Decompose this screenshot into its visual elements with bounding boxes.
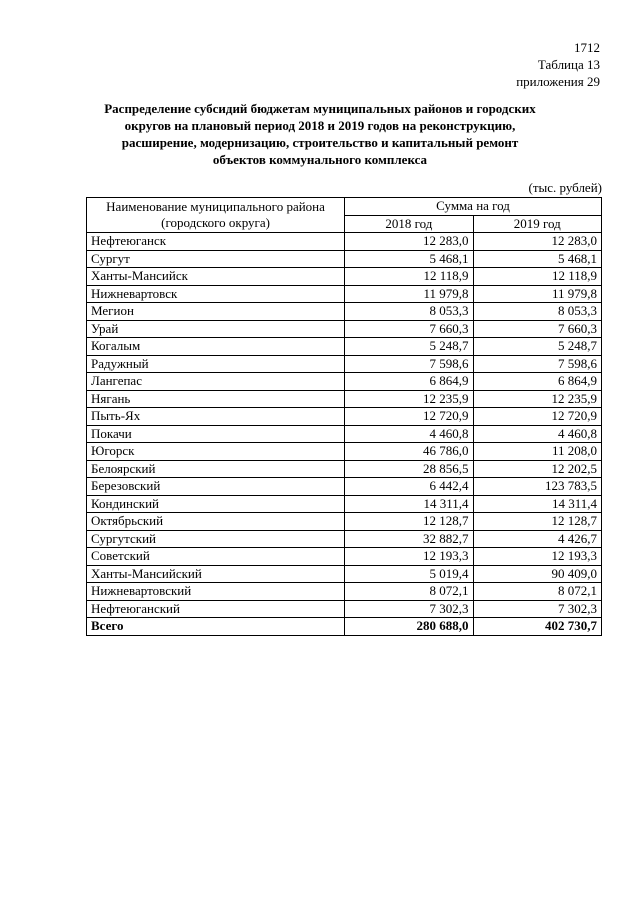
table-row [87, 268, 602, 286]
header-name-line2: (городского округа) [161, 215, 270, 230]
cell-2019: 5 468,1 [473, 250, 601, 268]
header-name-line1: Наименование муниципального района [106, 199, 325, 214]
cell-municipality: Нефтеюганск [87, 233, 345, 251]
table-row [87, 373, 602, 391]
cell-municipality: Сургут [87, 250, 345, 268]
cell-municipality: Урай [87, 320, 345, 338]
table-header-row [87, 198, 602, 216]
total-label: Всего [87, 618, 345, 636]
cell-2019: 8 053,3 [473, 303, 601, 321]
table-row [87, 548, 602, 566]
cell-2019: 11 979,8 [473, 285, 601, 303]
cell-2019: 7 598,6 [473, 355, 601, 373]
cell-2019: 8 072,1 [473, 583, 601, 601]
cell-2018: 7 660,3 [345, 320, 473, 338]
cell-municipality: Ханты-Мансийский [87, 565, 345, 583]
table-reference [516, 56, 600, 90]
cell-municipality: Нефтеюганский [87, 600, 345, 618]
cell-2018: 7 598,6 [345, 355, 473, 373]
cell-municipality: Сургутский [87, 530, 345, 548]
table-row [87, 408, 602, 426]
cell-2019: 12 283,0 [473, 233, 601, 251]
cell-2018: 28 856,5 [345, 460, 473, 478]
subsidy-table [86, 197, 602, 636]
cell-2018: 12 720,9 [345, 408, 473, 426]
title-line1: Распределение субсидий бюджетам муниципальных районов и городских [104, 101, 536, 116]
cell-municipality: Югорск [87, 443, 345, 461]
cell-2019: 123 783,5 [473, 478, 601, 496]
cell-2018: 14 311,4 [345, 495, 473, 513]
table-row [87, 495, 602, 513]
table-total-row [87, 618, 602, 636]
table-row [87, 600, 602, 618]
cell-2019: 12 720,9 [473, 408, 601, 426]
cell-2018: 7 302,3 [345, 600, 473, 618]
cell-2019: 6 864,9 [473, 373, 601, 391]
table-row [87, 338, 602, 356]
table-ref-line1: Таблица 13 [537, 57, 600, 72]
cell-2018: 5 019,4 [345, 565, 473, 583]
title-line2: округов на плановый период 2018 и 2019 годов на реконструкцию, [124, 118, 516, 133]
cell-municipality: Мегион [87, 303, 345, 321]
cell-municipality: Советский [87, 548, 345, 566]
table-row [87, 303, 602, 321]
cell-2018: 12 193,3 [345, 548, 473, 566]
cell-municipality: Лангепас [87, 373, 345, 391]
cell-municipality: Когалым [87, 338, 345, 356]
title-line3: расширение, модернизацию, строительство и капитальный ремонт [121, 135, 519, 150]
cell-2018: 4 460,8 [345, 425, 473, 443]
cell-2018: 8 053,3 [345, 303, 473, 321]
cell-2019: 90 409,0 [473, 565, 601, 583]
total-2018: 280 688,0 [345, 618, 473, 636]
title-line4: объектов коммунального комплекса [212, 152, 428, 167]
cell-municipality: Березовский [87, 478, 345, 496]
cell-2019: 7 302,3 [473, 600, 601, 618]
header-2018: 2018 год [345, 215, 473, 233]
table-row [87, 443, 602, 461]
cell-2018: 12 235,9 [345, 390, 473, 408]
cell-2018: 11 979,8 [345, 285, 473, 303]
table-row [87, 478, 602, 496]
cell-municipality: Нижневартовск [87, 285, 345, 303]
table-row [87, 583, 602, 601]
cell-2019: 11 208,0 [473, 443, 601, 461]
table-row [87, 513, 602, 531]
cell-2018: 6 864,9 [345, 373, 473, 391]
cell-2018: 12 283,0 [345, 233, 473, 251]
unit-label: (тыс. рублей) [528, 180, 602, 195]
cell-2018: 12 118,9 [345, 268, 473, 286]
document-title [80, 100, 560, 168]
cell-2019: 4 460,8 [473, 425, 601, 443]
cell-2018: 8 072,1 [345, 583, 473, 601]
cell-municipality: Пыть-Ях [87, 408, 345, 426]
cell-2019: 12 118,9 [473, 268, 601, 286]
cell-2019: 4 426,7 [473, 530, 601, 548]
table-row [87, 425, 602, 443]
table-row [87, 390, 602, 408]
cell-2019: 5 248,7 [473, 338, 601, 356]
table-row [87, 250, 602, 268]
cell-municipality: Ханты-Мансийск [87, 268, 345, 286]
cell-2018: 12 128,7 [345, 513, 473, 531]
header-sum: Сумма на год [345, 198, 602, 216]
table-row [87, 530, 602, 548]
cell-2018: 5 248,7 [345, 338, 473, 356]
table-ref-line2: приложения 29 [516, 74, 600, 89]
table-body [87, 233, 602, 636]
header-2019: 2019 год [473, 215, 601, 233]
cell-2019: 7 660,3 [473, 320, 601, 338]
cell-municipality: Нижневартовский [87, 583, 345, 601]
table-row [87, 355, 602, 373]
cell-municipality: Нягань [87, 390, 345, 408]
cell-municipality: Радужный [87, 355, 345, 373]
cell-2018: 46 786,0 [345, 443, 473, 461]
cell-2018: 6 442,4 [345, 478, 473, 496]
cell-2019: 12 202,5 [473, 460, 601, 478]
table-row [87, 285, 602, 303]
cell-municipality: Покачи [87, 425, 345, 443]
cell-municipality: Октябрьский [87, 513, 345, 531]
total-2019: 402 730,7 [473, 618, 601, 636]
page-number: 1712 [574, 40, 600, 55]
table-row [87, 460, 602, 478]
table-row [87, 565, 602, 583]
cell-2019: 12 235,9 [473, 390, 601, 408]
cell-2019: 12 128,7 [473, 513, 601, 531]
cell-2018: 32 882,7 [345, 530, 473, 548]
cell-municipality: Кондинский [87, 495, 345, 513]
table-row [87, 233, 602, 251]
table-row [87, 320, 602, 338]
cell-2019: 12 193,3 [473, 548, 601, 566]
cell-municipality: Белоярский [87, 460, 345, 478]
cell-2019: 14 311,4 [473, 495, 601, 513]
cell-2018: 5 468,1 [345, 250, 473, 268]
header-municipality [87, 198, 345, 233]
